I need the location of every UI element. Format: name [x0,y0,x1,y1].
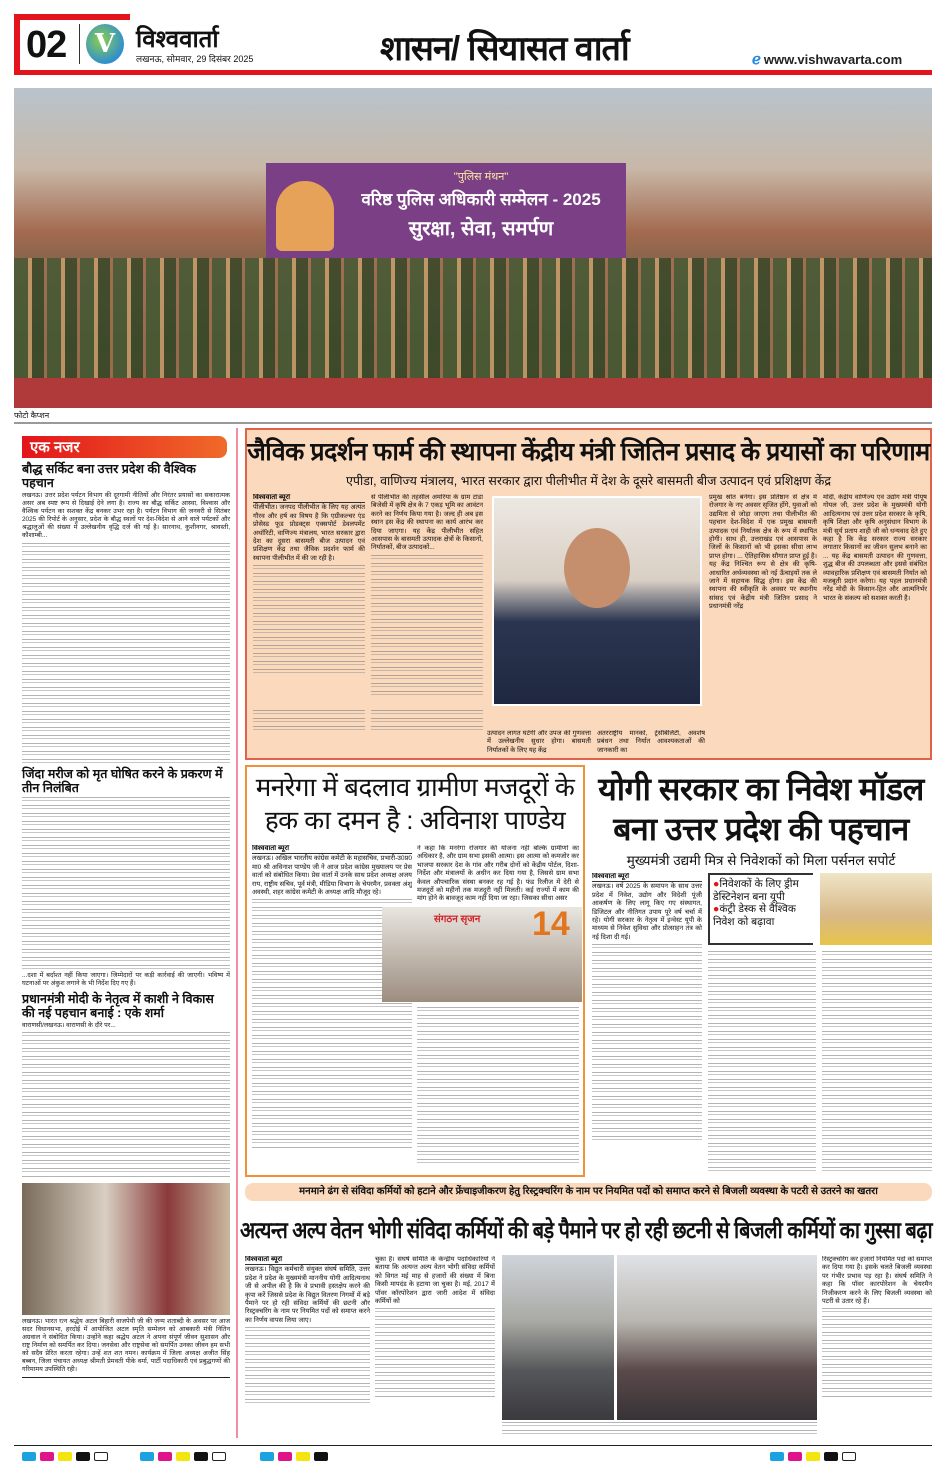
highlight-item [713,903,810,928]
text-block [708,951,816,1171]
text-block [822,951,932,1171]
bullet-icon: ● [713,878,720,890]
section-tag: एक नजर [22,436,227,458]
text-block [375,1308,495,1398]
yellow-swatch [176,1452,190,1461]
photo-banner-number: 14 [532,907,570,943]
event-banner [266,163,626,258]
yellow-swatch [296,1452,310,1461]
cyan-swatch [22,1452,36,1461]
masthead-rule [14,70,932,75]
story-body: लखनऊ। भारत रत्न श्रद्धेय अटल बिहारी वाजपेयी जी की जन्म शताब्दी के अवसर पर आज सदर विधानसभा, हरदोई में आयोजित अटल स्मृति सम्मेलन को आबकारी मंत्री नितिन अग्रवाल ने संबोधित किया। उन्होंने कहा श्रद्धेय अटल ने अपना संपूर्ण जीवन सुशासन और राष्ट्र निर्माण को समर्पित कर दिया। जनसेवा और राष्ट्रसेवा को समर्पित उनका जीवन हम सभी को सदैव प्रेरित करता रहेगा। उन्हें शत शत नमन। कार्यक्रम में जिला अध्यक्ष अजीत सिंह बब्बन, जिला पंचायत अध्यक्ष श्रीमती प्रेमवती पीके वर्मा, पार्टी पदाधिकारी एवं प्रबुद्धगणों की गरिमामय उपस्थिति रही। [22,1318,230,1378]
black-swatch [194,1452,208,1461]
minister-photo [492,496,702,706]
story-body: लखनऊ। उत्तर प्रदेश पर्यटन विभाग की दूरगामी नीतियों और निरंतर प्रयासों का सकारात्मक असर अब स्पष्ट रूप से दिखाई देने लगा है। राज्य का बौद्ध सर्किट आस्था, विश्वास और वैश्विक पर्यटन का सशक्त केंद्र बनकर उभर रहा है। पर्यटन विभाग की जनवरी से सितंबर 2025 की रिपोर्ट के अनुसार, प्रदेश के बौद्ध स्थलों पर देश-विदेश से आने वाले पर्यटकों और श्रद्धालुओं की संख्या में उल्लेखनीय वृद्धि दर्ज की गई है। सारनाथ, कुशीनगर, श्रावस्ती, कौशाम्बी... [22,492,230,540]
article-text: चुका है। संघर्ष समिति के केन्द्रीय पदाधिकारियों ने बताया कि अत्यन्त अल्प वेतन भोगी संविदा कर्मियों को विगत मई माह से हजारों की संख्या में बिना किसी मापदंड के हटाया जा चुका है। मई, 2017 में पॉवर कॉरपोरेशन द्वारा जारी आदेश में संविदा कर्मियों को [375,1256,495,1306]
cyan-swatch [770,1452,784,1461]
photo-caption: फोटो कैप्शन [14,410,932,424]
entrepreneurs-photo [820,873,932,945]
text-block [371,555,483,695]
newspaper-logo: V [86,24,124,64]
article-headline: अत्यन्त अल्प वेतन भोगी संविदा कर्मियों की बड़े पैमाने पर हो रही छटनी से बिजली कर्मियों का गुस्सा बढ़ा [240,1217,933,1243]
lead-photo [14,88,932,408]
highlight-text: निवेशकों के लिए ड्रीम डेस्टिनेशन बना यूपी [713,878,799,903]
yellow-swatch [58,1452,72,1461]
jaivik-farm-article [245,428,932,760]
article-text: मोदी, केंद्रीय वाणिज्य एवं उद्योग मंत्री पीयूष गोयल जी, उत्तर प्रदेश के मुख्यमंत्री योगी आदित्यनाथ एवं उत्तर प्रदेश सरकार के कृषि, कृषि शिक्षा और कृषि अनुसंधान विभाग के मंत्री सूर्य प्रताप शाही जी को धन्यवाद देते हुए कहा है कि केंद्र सरकार राज्य सरकार लगातार किसानों का जीवन सुलभ बनाने का ... यह केंद्र बासमती उत्पादन की गुणवत्ता, शुद्ध बीज की उपलब्धता और इससे संबंधित व्यावहारिक प्रशिक्षण एवं बासमती निर्यात को मजबूती प्रदान करेगा। यह पहल प्रधानमंत्री नरेंद्र मोदी के किसान-हित और आत्मनिर्भर भारत के संकल्प को सशक्त करती है। [823,494,927,602]
black-swatch [314,1452,328,1461]
dateline: लखनऊ, सोमवार, 29 दिसंबर 2025 [136,54,254,64]
highlights-box [708,873,813,945]
article-subhead: एपीडा, वाणिज्य मंत्रालय, भारत सरकार द्वारा पीलीभीत में देश के दूसरे बासमती बीज उत्पादन एवं प्रशिक्षण केंद्र [345,474,832,488]
cyan-swatch [260,1452,274,1461]
article-text: लखनऊ। वर्ष 2025 के समापन के साथ उत्तर प्रदेश में निवेश, उद्योग और विदेशी पूंजी आकर्षण के लिए लागू किए गए संस्थागत, डिजिटल और नीतिगत उपाय पूरे वर्ष चर्चा में रहे। योगी सरकार के नेतृत्व में इन्वेस्ट यूपी के माध्यम से निवेश सुविधा और प्रोत्साहन तंत्र को नई दिशा दी गई। [592,883,702,941]
website-link[interactable] [752,50,902,68]
story-body: ...दशा में बर्दाश्त नहीं किया जाएगा। जिम्मेदारों पर कड़ी कार्रवाई की जाएगी। भविष्य में घटनाओं पर अंकुश लगाने के भी निर्देश दिए गए हैं। [22,971,230,987]
banner-motto: सुरक्षा, सेवा, समर्पण [408,218,554,240]
page-number: 02 [26,24,67,66]
yogi-investment-article [590,765,932,1177]
article-text: अंतरराष्ट्रीय मानकों, ट्रेसेबिलिटी, अवशेष प्रबंधन तथा निर्यात आवश्यकताओं की जानकारी का [597,730,705,754]
text-block [822,1308,932,1398]
divider [79,24,80,64]
ek-nazar-column [14,428,238,1438]
press-conference-photo [382,907,582,1002]
byline: विश्ववार्ता ब्यूरो [253,494,365,503]
banner-title: वरिष्ठ पुलिस अधिकारी सम्मेलन - 2025 [361,190,601,209]
article-text: लखनऊ। विद्युत कर्मचारी संयुक्त संघर्ष समिति, उत्तर प्रदेश ने प्रदेश के मुख्यमंत्री माननीय योगी आदित्यनाथ जी से अपील की है कि वे प्रभावी हस्तक्षेप करने की कृपा करें जिससे प्रदेश के विद्युत वितरण निगमों में बड़े पैमाने पर हो रही संविदा कर्मियों की छटनी और रिस्ट्रक्चरिंग के नाम पर नियमित पदों को समाप्त करने का निर्णय वापस लिया जाए। [245,1266,370,1324]
article-text: ने कहा कि मनरेगा रोजगार की योजना नहीं बल्कि ग्रामीणों का अधिकार है, और ग्राम सभा इसकी आत्मा। इस आत्मा को कमजोर कर भाजपा सरकार देश के गांव और गरीब दोनों को केंद्रीय पोर्टल, दिशा-निर्देश और मंत्रालयों के अधीन कर दिया गया है, जिससे ग्राम सभा केवल औपचारिक संस्था बनकर रह गई है। फंड रिलीज में देरी से मजदूरों को महीनों तक मजदूरी नहीं मिलती। कई राज्यों में काम की मांग होने के बावजूद काम नहीं दिया जा रहा। जिसका सीधा असर [417,845,579,903]
byline: विश्ववार्ता ब्यूरो [592,873,702,882]
mnrega-article [245,765,585,1177]
text-block [371,710,483,730]
byline: विश्ववार्ता ब्यूरो [245,1256,370,1265]
highlight-item [713,878,810,903]
protest-photo [617,1255,817,1420]
article-text: प्रमुख स्रोत बनेगा। इस प्रतिष्ठान से क्षेत्र में रोजगार के नए अवसर सृजित होंगे, युवाओं को उद्यमिता से जोड़ा जाएगा तथा पीलीभीत की पहचान देश-विदेश में एक प्रमुख बासमती उत्पादक एवं निर्यातक क्षेत्र के रूप में स्थापित होगी। साथ ही, उत्तराखंड एवं आसपास के जिलों के किसानों को भी इसका सीधा लाभ प्राप्त होगा। ... ऐतिहासिक सौगात प्राप्त हुई है। यह केंद्र निश्चित रूप से क्षेत्र की कृषि-आधारित अर्थव्यवस्था को नई ऊँचाइयों तक ले जाने में सहायक सिद्ध होगा। इस केंद्र की स्थापना की स्वीकृति के अवसर पर स्थानीय सांसद एवं केंद्रीय मंत्री जितिन प्रसाद ने प्रधानमंत्री नरेंद्र [709,494,817,611]
article-text: लखनऊ। अखिल भारतीय कांग्रेस कमेटी के महासचिव, प्रभारी-उ0प्र0 मा0 श्री अविनाश पाण्डेय जी ने आज प्रदेश कांग्रेस मुख्यालय पर प्रेस वार्ता को संबोधित किया। प्रेस वार्ता में उनके साथ प्रदेश अध्यक्ष अजय राय, राष्ट्रीय सचिव, पूर्व मंत्री, मीडिया विभाग के चेयरमैन, प्रवक्ता अंशु अवस्थी, शहर कांग्रेस कमेटी के अध्यक्ष आदि मौजूद रहे। [252,855,412,897]
text-block [253,565,365,675]
article-subhead: मुख्यमंत्री उद्यमी मित्र से निवेशकों को मिला पर्सनल सपोर्ट [626,853,896,868]
registration-mark-icon [842,1452,856,1461]
banner-tagline: "पुलिस मंथन" [453,171,509,183]
story-headline: जिंदा मरीज को मृत घोषित करने के प्रकरण में तीन निलंबित [22,766,223,795]
magenta-swatch [278,1452,292,1461]
article-text: रिस्ट्रक्चरिंग कर हजारों नियमित पदों को समाप्त कर दिया गया है। इसके चलते बिजली व्यवस्था पर गंभीर प्रभाव पड़ रहा है। संघर्ष समिति ने कहा कि पॉवर कारपोरेशन के चेयरमैन निजीकरण करने के लिए बिजली व्यवस्था को पटरी से उतार रहे हैं। [822,1256,932,1306]
protest-photo [502,1255,614,1420]
event-photo [22,1183,230,1315]
face [564,528,630,608]
article-headline: जैविक प्रदर्शन फार्म की स्थापना केंद्रीय मंत्री जितिन प्रसाद के प्रयासों का परिणाम [247,438,930,466]
byline: विश्ववार्ता ब्यूरो [252,845,412,854]
story-headline: बौद्ध सर्किट बना उत्तर प्रदेश की वैश्विक पहचान [22,462,196,490]
carpet [14,378,932,408]
black-swatch [824,1452,838,1461]
section-title: शासन/ सियासत वार्ता [380,30,629,68]
newspaper-name: विश्ववार्ता [136,26,219,53]
banner-text [342,163,620,258]
portrait [276,181,334,251]
magenta-swatch [158,1452,172,1461]
text-block [592,944,702,1144]
text-block [502,1422,817,1436]
article-text: से पीलीभीत की तहसील अमरिया के ग्राम टांडा बिजेसी में कृषि क्षेत्र के 7 एकड़ भूमि का आवंटन करने का निर्णय किया गया है। जल्द ही अब इस स्थान इस केंद्र की स्थापना का कार्य आरंभ कर दिया जाएगा। यह केंद्र पीलीभीत सहित आसपास के बासमती उत्पादक क्षेत्रों के किसानों, निर्यातकों, बीज उत्पादकों... [371,494,483,552]
highlight-text: कंट्री डेस्क से वैश्विक निवेश को बढ़ावा [713,903,796,928]
yellow-swatch [806,1452,820,1461]
photo-banner-text: संगठन सृजन [434,914,481,925]
story-body: वाराणसी/लखनऊ। वाराणसी के दौरे पर... [22,1021,116,1029]
article-strap: मनमाने ढंग से संविदा कर्मियों को हटाने और फ्रेंचाइजीकरण हेतु रिस्ट्रक्चरिंग के नाम पर नियमित पदों को समाप्त करने से बिजली व्यवस्था के पटरी से उतरने का खतरा [245,1183,932,1201]
bullet-icon: ● [713,903,720,915]
registration-mark-icon [212,1452,226,1461]
black-swatch [76,1452,90,1461]
text-block [245,1327,370,1407]
browser-icon: ℯ [752,51,761,68]
text-block [22,1032,230,1177]
story-headline: प्रधानमंत्री मोदी के नेतृत्व में काशी ने विकास की नई पहचान बनाई : एके शर्मा [22,991,214,1020]
website-url: www.vishwavarta.com [763,52,903,67]
registration-mark-icon [94,1452,108,1461]
cyan-swatch [140,1452,154,1461]
magenta-swatch [788,1452,802,1461]
text-block [22,797,230,972]
article-text: पीलीभीत। जनपद पीलीभीत के लिए यह अत्यंत गौरव और हर्ष का विषय है कि एग्रीकल्चर एंड प्रोसेस्ड फूड प्रोडक्ट्स एक्सपोर्ट डेवलपमेंट अथॉरिटी, वाणिज्य मंत्रालय, भारत सरकार द्वारा देश का दूसरा बासमती बीज उत्पादन एवं प्रशिक्षण केंद्र तथा जैविक प्रदर्शन फार्म की स्थापना पीलीभीत में की जा रही है। [253,504,365,562]
article-text: उत्पादन लागत घटेगी और उपज की गुणवत्ता में उल्लेखनीय सुधार होगा। बासमती निर्यातकों के लिए यह केंद्र [487,730,591,754]
article-headline: मनरेगा में बदलाव ग्रामीण मजदूरों के हक का दमन है : अविनाश पाण्डेय [255,772,575,835]
article-headline: योगी सरकार का निवेश मॉडल बना उत्तर प्रदेश की पहचान [598,771,924,847]
magenta-swatch [40,1452,54,1461]
text-block [417,1007,579,1167]
text-block [253,710,365,730]
text-block [22,543,230,763]
page-footer-rule [14,1445,932,1446]
